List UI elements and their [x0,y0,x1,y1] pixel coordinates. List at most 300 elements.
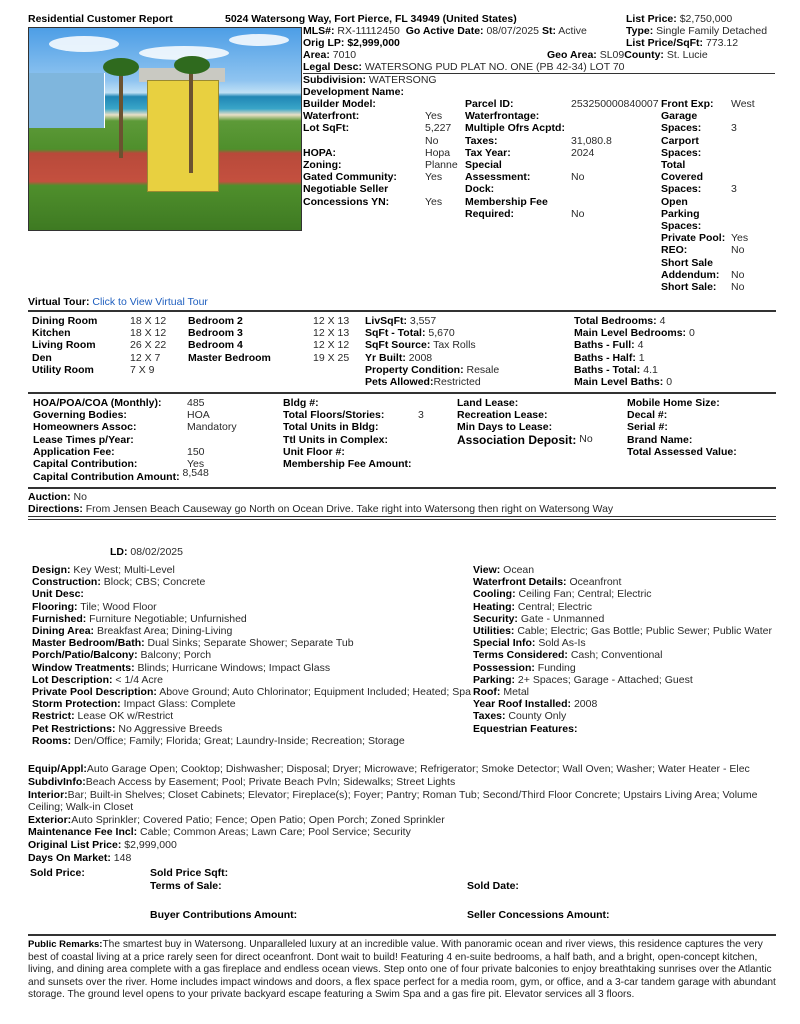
field-row [473,686,778,698]
field-row [365,352,499,364]
field-label: Parking: [473,673,516,686]
field-label: Main Level Bedrooms: [574,327,687,340]
field-row [33,421,237,433]
field-row [32,674,472,686]
field-label: Taxes: [473,710,506,723]
field-row [457,397,607,409]
mls-label: MLS#: [303,25,335,37]
field-label: Mobile Home Size: [627,397,720,409]
field-row [473,649,778,661]
field-label: Possession: [473,661,535,674]
field-label: Parcel ID: [465,98,514,110]
type-label: Type: [626,25,654,37]
field-label: View: [473,564,501,576]
type-value: Single Family Detached [656,25,768,37]
field-value: 12 X 7 [130,351,161,364]
report-title: Residential Customer Report [28,13,173,25]
double-divider [28,516,776,520]
hoa-column-3 [457,397,607,434]
rooms-column-1 [32,315,166,376]
field-row [465,135,659,147]
area-value: 7010 [332,49,357,61]
geo-area-value: SL09 [599,49,625,61]
capital-contribution-amount [33,467,209,483]
field-value: Dual Sinks; Separate Shower; Separate Tub [144,637,354,650]
field-row [473,698,778,710]
field-label: Kitchen [32,327,71,340]
field-row [32,710,472,722]
field-row [457,409,607,421]
field-row [661,257,755,281]
field-value: $2,999,000 [121,839,177,852]
remarks-label: Public Remarks: [28,939,103,950]
field-label: Pet Restrictions: [32,722,116,735]
go-active-value: 08/07/2025 [486,25,540,37]
assoc-deposit-value: No [579,433,593,445]
field-row [32,564,472,576]
field-value: 12 X 13 [313,315,350,327]
field-label: Total Bedrooms: [574,315,657,327]
field-label: Living Room [32,339,96,352]
details-column-a [303,98,458,208]
field-value: Auto Garage Open; Cooktop; Dishwasher; Disposal; Dryer; Microwave; Refrigerator; Smoke Detector; Wall Oven; Washer; Water Heater - Elec [86,763,750,775]
orig-lp [303,37,400,49]
field-label: Equestrian Features: [473,722,578,735]
field-row [303,122,458,134]
field-label: Recreation Lease: [457,409,548,422]
field-label: Negotiable Seller Concessions YN: [303,183,390,208]
field-value: Yes [425,195,443,208]
field-value: 2008 [405,351,433,364]
field-row [627,397,777,409]
status-label: St: [541,25,556,37]
field-value: 0 [663,376,673,389]
field-value: Funding [534,661,576,674]
field-row [365,327,499,339]
field-row [303,183,458,207]
field-label: Open Parking Spaces: [661,195,702,233]
list-price-label: List Price: [626,13,677,25]
field-row [32,698,472,710]
field-row [303,110,458,122]
geo-area-label: Geo Area: [547,49,597,61]
field-value: Restricted [433,376,481,389]
list-price [626,13,732,25]
virtual-tour-label: Virtual Tour: [28,296,90,308]
virtual-tour [28,296,208,308]
field-row [32,662,472,674]
field-value: 3 [731,122,737,135]
price-sqft-label: List Price/SqFt: [626,37,704,49]
field-value: Auto Sprinkler; Covered Patio; Fence; Open Patio; Open Porch; Zoned Sprinkler [71,813,445,826]
field-row [32,649,472,661]
field-value: Mandatory [187,421,237,434]
field-value: Den/Office; Family; Florida; Great; Laundry-Inside; Recreation; Storage [71,734,405,747]
field-row [32,576,472,588]
field-value: 7 X 9 [130,363,155,376]
field-row [574,339,695,351]
field-row [28,839,778,851]
field-label: Min Days to Lease: [457,421,553,434]
field-label: Interior: [28,788,68,801]
field-row [473,576,778,588]
field-label: Builder Model: [303,98,376,110]
field-label: Lot Description: [32,673,113,686]
field-value: No [731,244,745,257]
field-label: Dining Area: [32,625,95,638]
field-label: Dock: [465,183,495,196]
field-value: 150 [187,445,205,458]
field-row [28,789,778,813]
field-row [28,852,778,864]
field-value: 18 X 12 [130,327,167,340]
field-label: Equip/Appl: [28,763,87,775]
field-label: Tax Year: [465,146,511,159]
public-remarks [28,939,776,1002]
orig-lp-value: $2,999,000 [347,37,400,49]
field-value: Cable; Electric; Gas Bottle; Public Sewer; Public Water [514,625,772,638]
field-label: Waterfrontage: [465,110,540,123]
field-label: Special Info: [473,637,536,650]
field-label: Decal #: [627,409,668,422]
field-label: Land Lease: [457,397,519,409]
field-value: 2024 [571,146,595,159]
field-value: HOA [187,409,210,422]
status-value: Active [558,25,587,37]
field-label: Bedroom 4 [188,339,243,352]
field-row [32,613,472,625]
field-value: Planne [425,159,458,172]
listing-date [110,546,183,558]
rooms-column-2 [188,315,349,364]
field-row [457,421,607,433]
field-row [465,122,659,134]
sold-price-sqft-label: Sold Price Sqft: [150,867,229,879]
auction [28,491,87,503]
field-label: SubdivInfo: [28,775,86,788]
field-value: County Only [505,710,567,723]
field-label: Yr Built: [365,351,406,364]
field-label: Front Exp: [661,98,714,110]
field-label: Days On Market: [28,851,111,864]
assoc-deposit-label: Association Deposit: [457,433,577,447]
field-row [473,723,778,735]
field-label: Restrict: [32,710,75,723]
field-label: Flooring: [32,600,78,613]
field-row [574,327,695,339]
field-row [365,339,499,351]
field-row [661,281,755,293]
field-value: Impact Glass: Complete [120,698,236,711]
field-row [661,232,755,244]
ld-value: 08/02/2025 [127,546,183,558]
field-row [188,339,349,351]
field-value: No Aggressive Breeds [115,722,223,735]
directions [28,503,613,515]
field-label: Unit Desc: [32,588,84,601]
field-value: 5,670 [425,327,455,340]
field-value: 4.1 [640,363,658,376]
field-row [365,315,499,327]
field-label: Utility Room [32,363,94,376]
field-row [283,458,424,470]
field-value: 12 X 12 [313,339,350,352]
field-value: 3 [731,183,737,196]
rooms-column-4 [574,315,695,388]
field-row [465,196,659,220]
field-value: Beach Access by Easement; Pool; Private Beach Pvln; Sidewalks; Street Lights [85,775,456,788]
field-value: Key West; Multi-Level [70,564,175,576]
list-price-value: $2,750,000 [679,13,733,25]
field-row [283,434,424,446]
field-row [627,409,777,421]
field-label: Security: [473,612,518,625]
hoa-column-1 [33,397,237,470]
field-row [188,315,349,327]
field-row [473,613,778,625]
field-row [661,98,755,110]
field-label: Pets Allowed: [365,376,434,389]
field-row [32,625,472,637]
field-row [28,776,778,788]
field-row [365,364,499,376]
go-active-label: Go Active Date: [405,25,484,37]
divider [28,310,776,312]
field-value: No [425,134,439,147]
sold-date-label: Sold Date: [467,880,519,892]
field-label: Design: [32,564,71,576]
subdivision-value: WATERSONG [368,74,437,86]
field-value: 1 [635,351,645,364]
field-row [32,352,166,364]
field-row [28,814,778,826]
property-photo[interactable] [28,27,302,231]
field-label: Baths - Half: [574,351,636,364]
features-right [473,564,778,735]
features-full [28,763,778,865]
field-row [365,376,499,388]
field-row [33,397,237,409]
field-value: No [731,268,745,281]
field-label: Total Assessed Value: [627,445,737,458]
auction-value: No [70,491,87,503]
field-value: Ocean [500,564,535,576]
price-per-sqft [626,37,738,49]
legal-value: WATERSONG PUD PLAT NO. ONE (PB 42-34) LOT 70 [364,61,625,73]
field-value: Furniture Negotiable; Unfurnished [86,612,247,625]
field-row [32,735,472,747]
field-label: Den [32,351,52,364]
field-row [32,723,472,735]
rooms-column-3 [365,315,499,388]
field-row [28,763,778,775]
field-value: Yes [187,458,205,471]
field-value: 2008 [571,698,598,711]
field-label: Window Treatments: [32,661,135,674]
field-label: Gated Community: [303,171,397,184]
field-value: Yes [731,232,749,245]
field-label: Waterfront Details: [473,576,567,589]
mls-row [303,25,587,37]
field-label: Short Sale Addendum: [661,256,720,281]
field-row [661,244,755,256]
field-row [303,171,458,183]
field-label: Cooling: [473,588,516,601]
field-value: 18 X 12 [130,315,167,327]
field-label: Homeowners Assoc: [33,421,137,434]
field-row [283,421,424,433]
field-row [627,446,777,458]
field-row [32,601,472,613]
field-value: 26 X 22 [130,339,167,352]
field-row [283,397,424,409]
divider [28,392,776,394]
field-value: 253250000840007 [571,98,659,110]
field-label: Special Assessment: [465,159,531,184]
field-value: 2+ Spaces; Garage - Attached; Guest [515,673,693,686]
field-row [465,98,659,110]
field-row [188,327,349,339]
field-label: Capital Contribution: [33,458,138,471]
area [303,49,356,61]
field-value: 4 [634,339,644,352]
field-value: 19 X 25 [313,351,350,364]
virtual-tour-link[interactable]: Click to View Virtual Tour [92,296,208,308]
field-value: Metal [500,686,529,699]
cap-amount-label: Capital Contribution Amount: [33,471,180,483]
county-value: St. Lucie [666,49,708,61]
hoa-column-2 [283,397,424,470]
field-value: Central; Electric [515,600,593,613]
divider [28,487,776,489]
field-value: Cash; Conventional [567,649,663,662]
field-row [627,421,777,433]
field-label: Garage Spaces: [661,110,702,135]
orig-lp-label: Orig LP: [303,37,345,49]
auction-label: Auction: [28,491,71,503]
subdivision-label: Subdivision: [303,74,366,86]
field-label: Short Sale: [661,281,717,294]
field-row [473,674,778,686]
field-row [574,364,695,376]
field-label: Baths - Full: [574,339,635,352]
field-value: Blinds; Hurricane Windows; Impact Glass [134,661,331,674]
property-type [626,25,767,37]
field-value: 4 [656,315,666,327]
buyer-contributions-label: Buyer Contributions Amount: [150,909,298,921]
field-row [473,662,778,674]
field-value: Bar; Built-in Shelves; Closet Cabinets; Elevator; Fireplace(s); Foyer; Pantry; Roman Tub; Second/Third Floor Concrete; Upstairs Living Area; Volume Ceiling; Walk-in Closet [28,788,758,813]
field-value: 0 [686,327,695,340]
field-label: REO: [661,244,688,257]
field-label: Baths - Total: [574,363,641,376]
field-label: Property Condition: [365,363,464,376]
field-row [303,98,458,110]
field-value: 485 [187,397,205,409]
field-label: Carport Spaces: [661,134,702,159]
field-label: Governing Bodies: [33,409,127,422]
ld-label: LD: [110,546,128,558]
field-label: SqFt Source: [365,339,431,352]
field-label: Zoning: [303,159,342,172]
development-name-label: Development Name: [303,86,404,98]
field-value: Yes [425,110,443,123]
field-label: Total Units in Bldg: [283,421,379,434]
field-label: Multiple Ofrs Acptd: [465,122,565,135]
field-value: No [571,171,585,184]
field-label: LivSqFt: [365,315,407,327]
field-label: Maintenance Fee Incl: [28,826,138,839]
field-label: SqFt - Total: [365,327,426,340]
field-label: Original List Price: [28,839,122,852]
field-label: Heating: [473,600,515,613]
field-label: Bldg #: [283,397,319,409]
field-row [661,196,755,233]
field-row [661,135,755,159]
field-label: Main Level Baths: [574,376,664,389]
field-row [33,446,237,458]
area-label: Area: [303,49,330,61]
field-label: Total Floors/Stories: [283,409,385,422]
field-label: Taxes: [465,134,498,147]
field-label: Utilities: [473,625,515,638]
field-value: Tax Rolls [430,339,476,352]
field-row [465,183,659,195]
details-column-b [465,98,659,220]
field-label: Waterfront: [303,110,360,123]
subdivision [303,74,437,86]
field-label: Dining Room [32,315,98,327]
field-label: Bedroom 3 [188,327,243,340]
field-value: Ceiling Fan; Central; Electric [515,588,652,601]
field-value: Tile; Wood Floor [77,600,157,613]
field-label: Lease Times p/Year: [33,433,134,446]
field-value: Lease OK w/Restrict [74,710,174,723]
remarks-text: The smartest buy in Watersong. Unparalleled luxury at an incredible value. With panoramic ocean and river views, this residence captures the very best of coastal living at a price rarely seen for direct oceanfront. Dont wait to build! Featuring 4 en-suite bedrooms, a half bath, and a bright, open-concept kitchen, living, and dining area complete with a gas fireplace and endless ocean views. Step onto one of four private balconies to enjoy breathtaking sunrises over the Atlantic and sunsets over the river. Home includes impact windows and doors, a flex space perfect for a media room, gym, or office, and a 3-car tandem garage with abundant storage. The ground level opens to your private backyard escape featuring a Swim Spa and a gas fire pit. Elevator services all 3 floors. [28,939,776,1001]
directions-value: From Jensen Beach Causeway go North on Ocean Drive. Take right into Watersong then right on Watersong Way [82,503,614,515]
cap-amount-value: 8,548 [182,467,209,479]
field-row [473,564,778,576]
field-value: 12 X 13 [313,327,350,340]
field-label: Brand Name: [627,433,693,446]
field-row [32,686,472,698]
field-value: 31,080.8 [571,134,612,147]
legal-desc [303,61,625,73]
field-value: No [571,207,585,220]
field-label: Total Covered Spaces: [661,159,704,196]
field-label: Private Pool: [661,232,726,245]
field-value: 3,557 [407,315,437,327]
field-row [661,110,755,134]
field-label: Storm Protection: [32,698,121,711]
field-label: Construction: [32,576,101,589]
sold-price-label: Sold Price: [30,867,85,879]
price-sqft-value: 773.12 [705,37,739,49]
field-value: Cable; Common Areas; Lawn Care; Pool Service; Security [137,826,411,839]
field-value: West [731,98,755,110]
field-value: No [731,281,745,294]
field-row [465,147,659,159]
field-row [32,637,472,649]
field-row [473,710,778,722]
field-label: Serial #: [627,421,668,434]
field-label: Terms Considered: [473,649,568,662]
field-value: Oceanfront [566,576,622,589]
field-row [28,826,778,838]
field-label: Master Bedroom [188,351,271,364]
field-row [661,159,755,196]
field-label: Master Bedroom/Bath: [32,637,145,650]
